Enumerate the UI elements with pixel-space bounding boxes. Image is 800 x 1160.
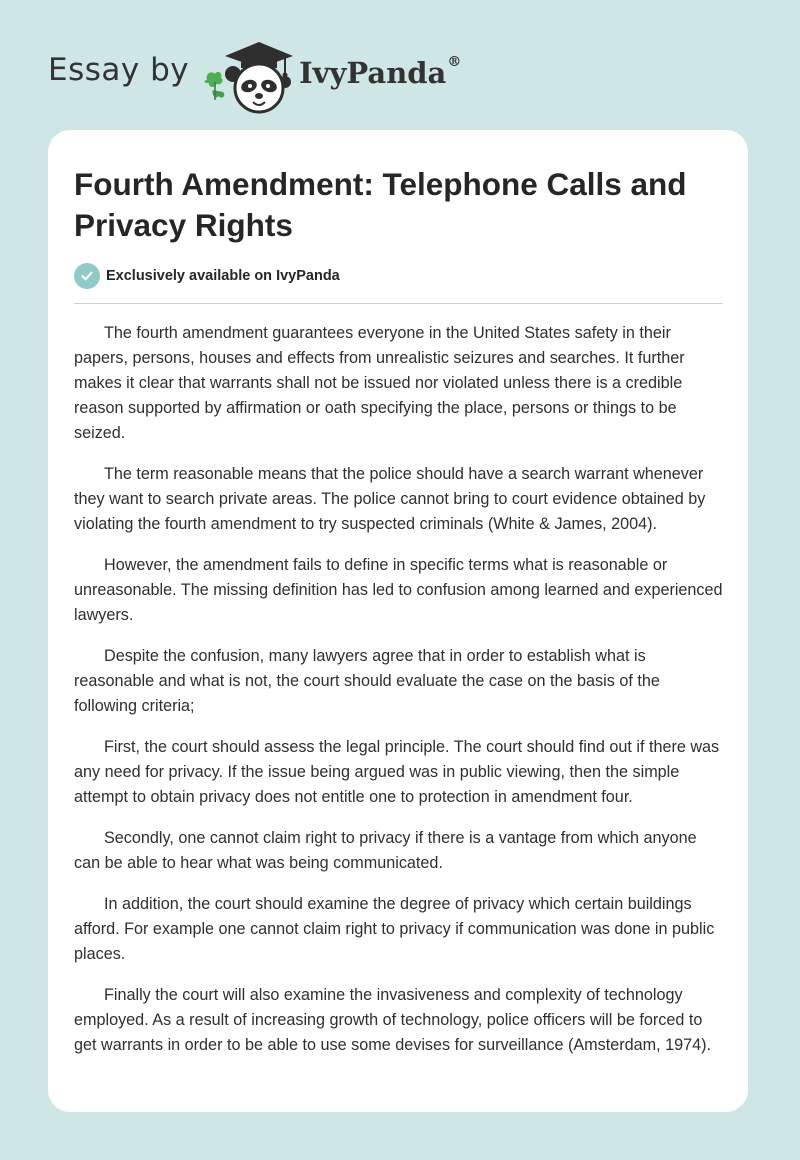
paragraph: However, the amendment fails to define in specific terms what is reasonable or unreasonable. The missing definition has led to confusion among learned and experienced lawyers.: [74, 556, 723, 624]
page-title: Fourth Amendment: Telephone Calls and Privacy Rights: [74, 166, 687, 243]
site-header: [48, 34, 461, 114]
paragraph: The fourth amendment guarantees everyone in the United States safety in their papers, persons, houses and effects from unrealistic seizures and searches. It further makes it clear that warrants shall not be issued nor violated unless there is a credible reason supported by affirmation or oath specifying the place, persons or things to be seized.: [74, 324, 685, 442]
exclusive-label: Exclusively available on IvyPanda: [106, 268, 340, 284]
paragraph: The term reasonable means that the police should have a search warrant whenever they want to search private areas. The police cannot bring to court evidence obtained by violating the fourth amendment to try suspected criminals (White & James, 2004).: [74, 465, 706, 533]
essay-card: [48, 130, 748, 1112]
registered-mark: ®: [447, 54, 462, 70]
ivy-leaf-icon: [205, 72, 225, 100]
panda-graduate-icon[interactable]: [203, 34, 293, 114]
check-circle-icon: [74, 263, 100, 289]
exclusive-badge: [74, 263, 340, 289]
paragraph: Secondly, one cannot claim right to privacy if there is a vantage from which anyone can be able to hear what was being communicated.: [74, 829, 697, 872]
brand-name[interactable]: IvyPanda®: [299, 54, 462, 90]
paragraph: In addition, the court should examine the degree of privacy which certain buildings afford. For example one cannot claim right to privacy if communication was done in public places.: [74, 895, 715, 963]
essay-by-label: Essay by: [48, 52, 190, 88]
paragraph: First, the court should assess the legal principle. The court should find out if there was any need for privacy. If the issue being argued was in public viewing, then the simple attempt to obtain privacy does not entitle one to protection in amendment four.: [74, 738, 720, 806]
paragraph: Finally the court will also examine the invasiveness and complexity of technology employed. As a result of increasing growth of technology, police officers will be forced to get warrants in order to be able to use some devises for surveillance (Amsterdam, 1974).: [74, 986, 712, 1054]
essay-body: [74, 321, 726, 1074]
paragraph: Despite the confusion, many lawyers agree that in order to establish what is reasonable and what is not, the court should evaluate the case on the basis of the following criteria;: [74, 647, 660, 715]
divider: [74, 303, 723, 304]
